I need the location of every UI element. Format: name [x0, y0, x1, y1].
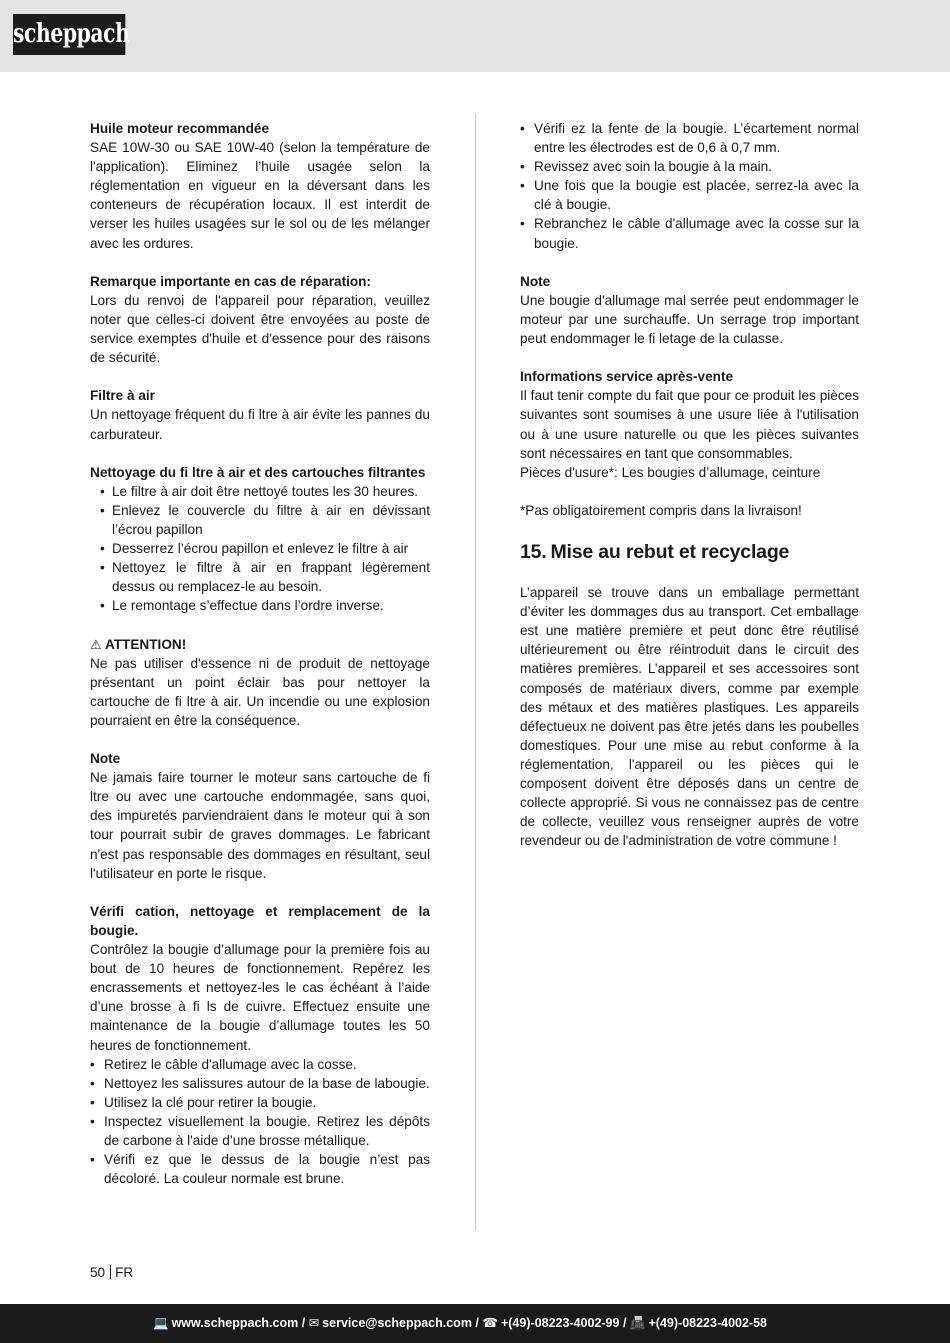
list-item: • Le remontage s’effectue dans l’ordre inverse. [90, 596, 430, 615]
plug-steps-list [520, 119, 859, 253]
page-number [90, 1265, 133, 1280]
oil-section [90, 119, 430, 253]
air-filter-text: Un nettoyage fréquent du fi ltre à air évite les pannes du carburateur. [90, 407, 430, 442]
list-item: • Vérifi ez la fente de la bougie. L’écartement normal entre les électrodes est de 0,6 à 0,7 mm. [520, 119, 859, 157]
telephone-icon: ☎ [482, 1316, 498, 1330]
repair-text: Lors du renvoi de l'appareil pour réparation, veuillez noter que celles-ci doivent être envoyées au poste de service exemptes d'huile et d'essence pour des raisons de sécurité. [90, 292, 430, 366]
footer-separator: / [301, 1316, 306, 1330]
right-column [520, 119, 859, 850]
section-number: 15. [520, 541, 547, 564]
list-item: • Inspectez visuellement la bougie. Retirez les dépôts de carbone à l'aide d’une brosse métallique. [90, 1112, 430, 1150]
column-divider [475, 114, 476, 1230]
fax-icon: 📠 [629, 1316, 646, 1330]
page-number-value: 50 [90, 1265, 106, 1280]
attention-title: ATTENTION! [104, 636, 187, 652]
header-bar [0, 0, 950, 72]
list-item: • Nettoyez le filtre à air en frappant légèrement dessus ou remplacez-le au besoin. [90, 558, 430, 596]
page-separator [110, 1265, 111, 1279]
oil-heading: Huile moteur recommandée [90, 121, 270, 136]
list-item: • Une fois que la bougie est placée, serrez-la avec la clé à bougie. [520, 176, 859, 214]
list-item: • Enlevez le couvercle du filtre à air en dévissant l’écrou papillon [90, 501, 430, 539]
repair-section [90, 272, 430, 367]
service-heading: Informations service après-vente [520, 369, 734, 385]
left-column [90, 119, 430, 1207]
phone-number[interactable]: +(49)-08223-4002-99 [500, 1316, 620, 1330]
website-link[interactable]: www.scheppach.com [171, 1316, 299, 1330]
air-filter-heading: Filtre à air [90, 388, 155, 404]
list-item: • Retirez le câble d'allumage avec la cosse. [90, 1055, 430, 1074]
delivery-footnote: *Pas obligatoirement compris dans la livraison! [520, 502, 802, 518]
spark-plug-heading: Vérifi cation, nettoyage et remplacement de la bougie. [90, 903, 430, 938]
service-section [520, 367, 859, 482]
oil-text: SAE 10W-30 ou SAE 10W-40 (selon la température de l'application). Eliminez l’huile usagée selon la réglementation en vigueur en la déversant dans les conteneurs de récupération locaux. Il est interdit de verser les huiles usagées sur le sol ou de les mélanger avec les ordures. [90, 140, 430, 251]
list-item: • Desserrez l’écrou papillon et enlevez le filtre à air [90, 539, 430, 558]
spark-plug-text: Contrôlez la bougie d’allumage pour la première fois au bout de 10 heures de fonctionnement. Repérez les encrassements et nettoyez-les le cas échéant à l’aide d’une brosse à fi ls de cuivre. Effectuez ensuite une maintenance de la bougie d’allumage toutes les 50 heures de fonctionnement. [90, 942, 430, 1053]
footer-contacts [153, 1304, 767, 1343]
plug-note-section [520, 272, 859, 348]
attention-text: Ne pas utiliser d'essence ni de produit de nettoyage présentant un point éclair bas pour nettoyer la cartouche de fi ltre à air. Un incendie ou une explosion pourraient en être la conséquence. [90, 655, 430, 728]
computer-icon: 💻 [153, 1316, 169, 1330]
footer-separator: / [622, 1316, 627, 1330]
list-item: • Rebranchez le câble d'allumage avec la cosse sur la bougie. [520, 214, 859, 252]
service-text: Il faut tenir compte du fait que pour ce produit les pièces suivantes sont soumises à une usure liée à l'utilisation ou à une usure naturelle ou que les pièces suivantes sont nécessaires en tant que consommables. [520, 388, 859, 461]
plug-note-text: Une bougie d'allumage mal serrée peut endommager le moteur par une surchauffe. Un serrage trop important peut endommager le fi letage de la culasse. [520, 292, 859, 347]
disposal-text: L’appareil se trouve dans un emballage permettant d’éviter les dommages dus au transport. Cet emballage est une matière première et peut donc être réutilisé ultérieurement ou être réintroduit dans le circuit des matières premières. L’appareil et ses accessoires sont composés de matériaux divers, comme par exemple des métaux et des matières plastiques. Les appareils défectueux ne doivent pas être jetés dans les poubelles domestiques. Pour une mise au rebut conforme à la réglementation, l'appareil ou les pièces qui le composent doivent être déposés dans un centre de collecte approprié. Si vous ne connaissez pas de centre de collecte, veuillez vous renseigner auprès de votre revendeur ou de l'administration de votre commune ! [520, 585, 859, 849]
envelope-icon: ✉ [308, 1316, 320, 1330]
attention-heading [90, 635, 430, 654]
air-filter-section [90, 386, 430, 443]
footer-bar [0, 1304, 950, 1343]
attention-section [90, 635, 430, 730]
list-item: • Revissez avec soin la bougie à la main. [520, 157, 859, 176]
note-text: Ne jamais faire tourner le moteur sans cartouche de fi ltre ou avec une cartouche endommagée, sans quoi, des impuretés parviendraient dans le moteur qui à son tour pourrait subir de graves dommages. Le fabricant n'est pas responsable des dommages en résultant, seul l'utilisateur en porte le risque. [90, 770, 430, 881]
list-item: • Vérifi ez que le dessus de la bougie n’est pas décoloré. La couleur normale est brune. [90, 1150, 430, 1188]
filter-cleaning-heading: Nettoyage du fi ltre à air et des cartouches filtrantes [90, 464, 426, 480]
page-language: FR [115, 1265, 134, 1280]
fax-number: +(49)-08223-4002-58 [648, 1316, 767, 1330]
footer-separator: / [475, 1316, 479, 1330]
list-item: • Nettoyez les salissures autour de la base de labougie. [90, 1074, 430, 1093]
filter-cleaning-section [90, 463, 430, 616]
filter-cleaning-list [90, 482, 430, 616]
note-heading: Note [90, 751, 121, 767]
section-title: Mise au rebut et recyclage [550, 541, 790, 564]
list-item: • Utilisez la clé pour retirer la bougie. [90, 1093, 430, 1112]
repair-heading: Remarque importante en cas de réparation: [90, 273, 372, 289]
section-15-heading [520, 539, 859, 565]
warning-triangle-icon: ⚠ [90, 636, 102, 652]
spark-plug-list [90, 1055, 430, 1189]
plug-note-heading: Note [520, 273, 551, 289]
email-link[interactable]: service@scheppach.com [322, 1316, 472, 1330]
footnote-section [520, 501, 859, 520]
list-item: • Le filtre à air doit être nettoyé toutes les 30 heures. [90, 482, 430, 501]
wear-parts-text: Pièces d'usure*: Les bougies d’allumage, ceinture [520, 464, 821, 480]
scheppach-logo: scheppach [13, 14, 125, 55]
note-section [90, 749, 430, 883]
plug-steps-section [520, 119, 859, 253]
spark-plug-section [90, 902, 430, 1188]
